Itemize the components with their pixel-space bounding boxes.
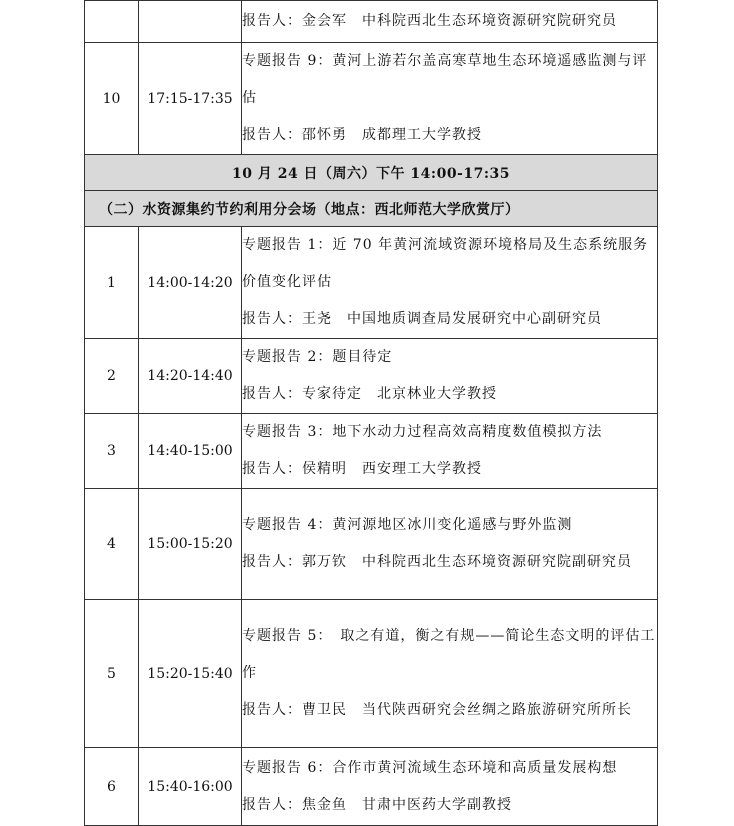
session-header-row [85, 191, 658, 227]
report-title: 专题报告 1：近 70 年黄河流域资源环境格局及生态系统服务价值变化评估 [242, 237, 649, 290]
report-title: 专题报告 2：题目待定 [242, 349, 393, 365]
row-content [242, 414, 658, 489]
row-time: 15:20-15:40 [139, 600, 242, 748]
session-header: （二）水资源集约节约利用分会场（地点：西北师范大学欣赏厅） [85, 191, 658, 227]
row-time: 15:00-15:20 [139, 489, 242, 600]
table-row [85, 489, 658, 600]
row-time: 14:40-15:00 [139, 414, 242, 489]
speaker-line: 报告人：金会军 中科院西北生态环境资源研究院研究员 [242, 13, 617, 29]
row-time: 15:40-16:00 [139, 748, 242, 826]
table-row [85, 748, 658, 826]
row-number [85, 1, 139, 43]
table-row [85, 339, 658, 414]
table-row [85, 414, 658, 489]
schedule-table [84, 0, 658, 826]
report-title: 专题报告 3：地下水动力过程高效高精度数值模拟方法 [242, 424, 603, 440]
row-content [242, 748, 658, 826]
day-header: 10 月 24 日（周六）下午 14:00-17:35 [85, 155, 658, 191]
row-content [242, 227, 658, 339]
row-content [242, 489, 658, 600]
row-number: 2 [85, 339, 139, 414]
speaker-line: 报告人：焦金鱼 甘肃中医药大学副教授 [242, 796, 512, 813]
speaker-line: 报告人：邵怀勇 成都理工大学教授 [242, 127, 482, 143]
table-row [85, 227, 658, 339]
row-number: 5 [85, 600, 139, 748]
row-time: 17:15-17:35 [139, 43, 242, 155]
day-header-row [85, 155, 658, 191]
row-content [242, 600, 658, 748]
row-content [242, 1, 658, 43]
report-title: 专题报告 9：黄河上游若尔盖高寒草地生态环境遥感监测与评估 [242, 53, 648, 106]
row-number: 1 [85, 227, 139, 339]
report-title: 专题报告 4：黄河源地区冰川变化遥感与野外监测 [242, 517, 573, 533]
row-number: 6 [85, 748, 139, 826]
speaker-line: 报告人：专家待定 北京林业大学教授 [242, 386, 497, 402]
table-row [85, 600, 658, 748]
speaker-line: 报告人：王尧 中国地质调查局发展研究中心副研究员 [242, 311, 602, 327]
row-content [242, 43, 658, 155]
speaker-line: 报告人：郭万钦 中科院西北生态环境资源研究院副研究员 [242, 554, 632, 570]
row-time [139, 1, 242, 43]
row-content [242, 339, 658, 414]
row-number: 4 [85, 489, 139, 600]
row-number: 10 [85, 43, 139, 155]
row-time: 14:20-14:40 [139, 339, 242, 414]
report-title: 专题报告 5： 取之有道，衡之有规——简论生态文明的评估工作 [242, 628, 656, 681]
report-title: 专题报告 6：合作市黄河流域生态环境和高质量发展构想 [242, 759, 618, 776]
row-time: 14:00-14:20 [139, 227, 242, 339]
table-row [85, 1, 658, 43]
table-row [85, 43, 658, 155]
speaker-line: 报告人：侯精明 西安理工大学教授 [242, 461, 482, 477]
row-number: 3 [85, 414, 139, 489]
speaker-line: 报告人：曹卫民 当代陕西研究会丝绸之路旅游研究所所长 [242, 702, 632, 718]
